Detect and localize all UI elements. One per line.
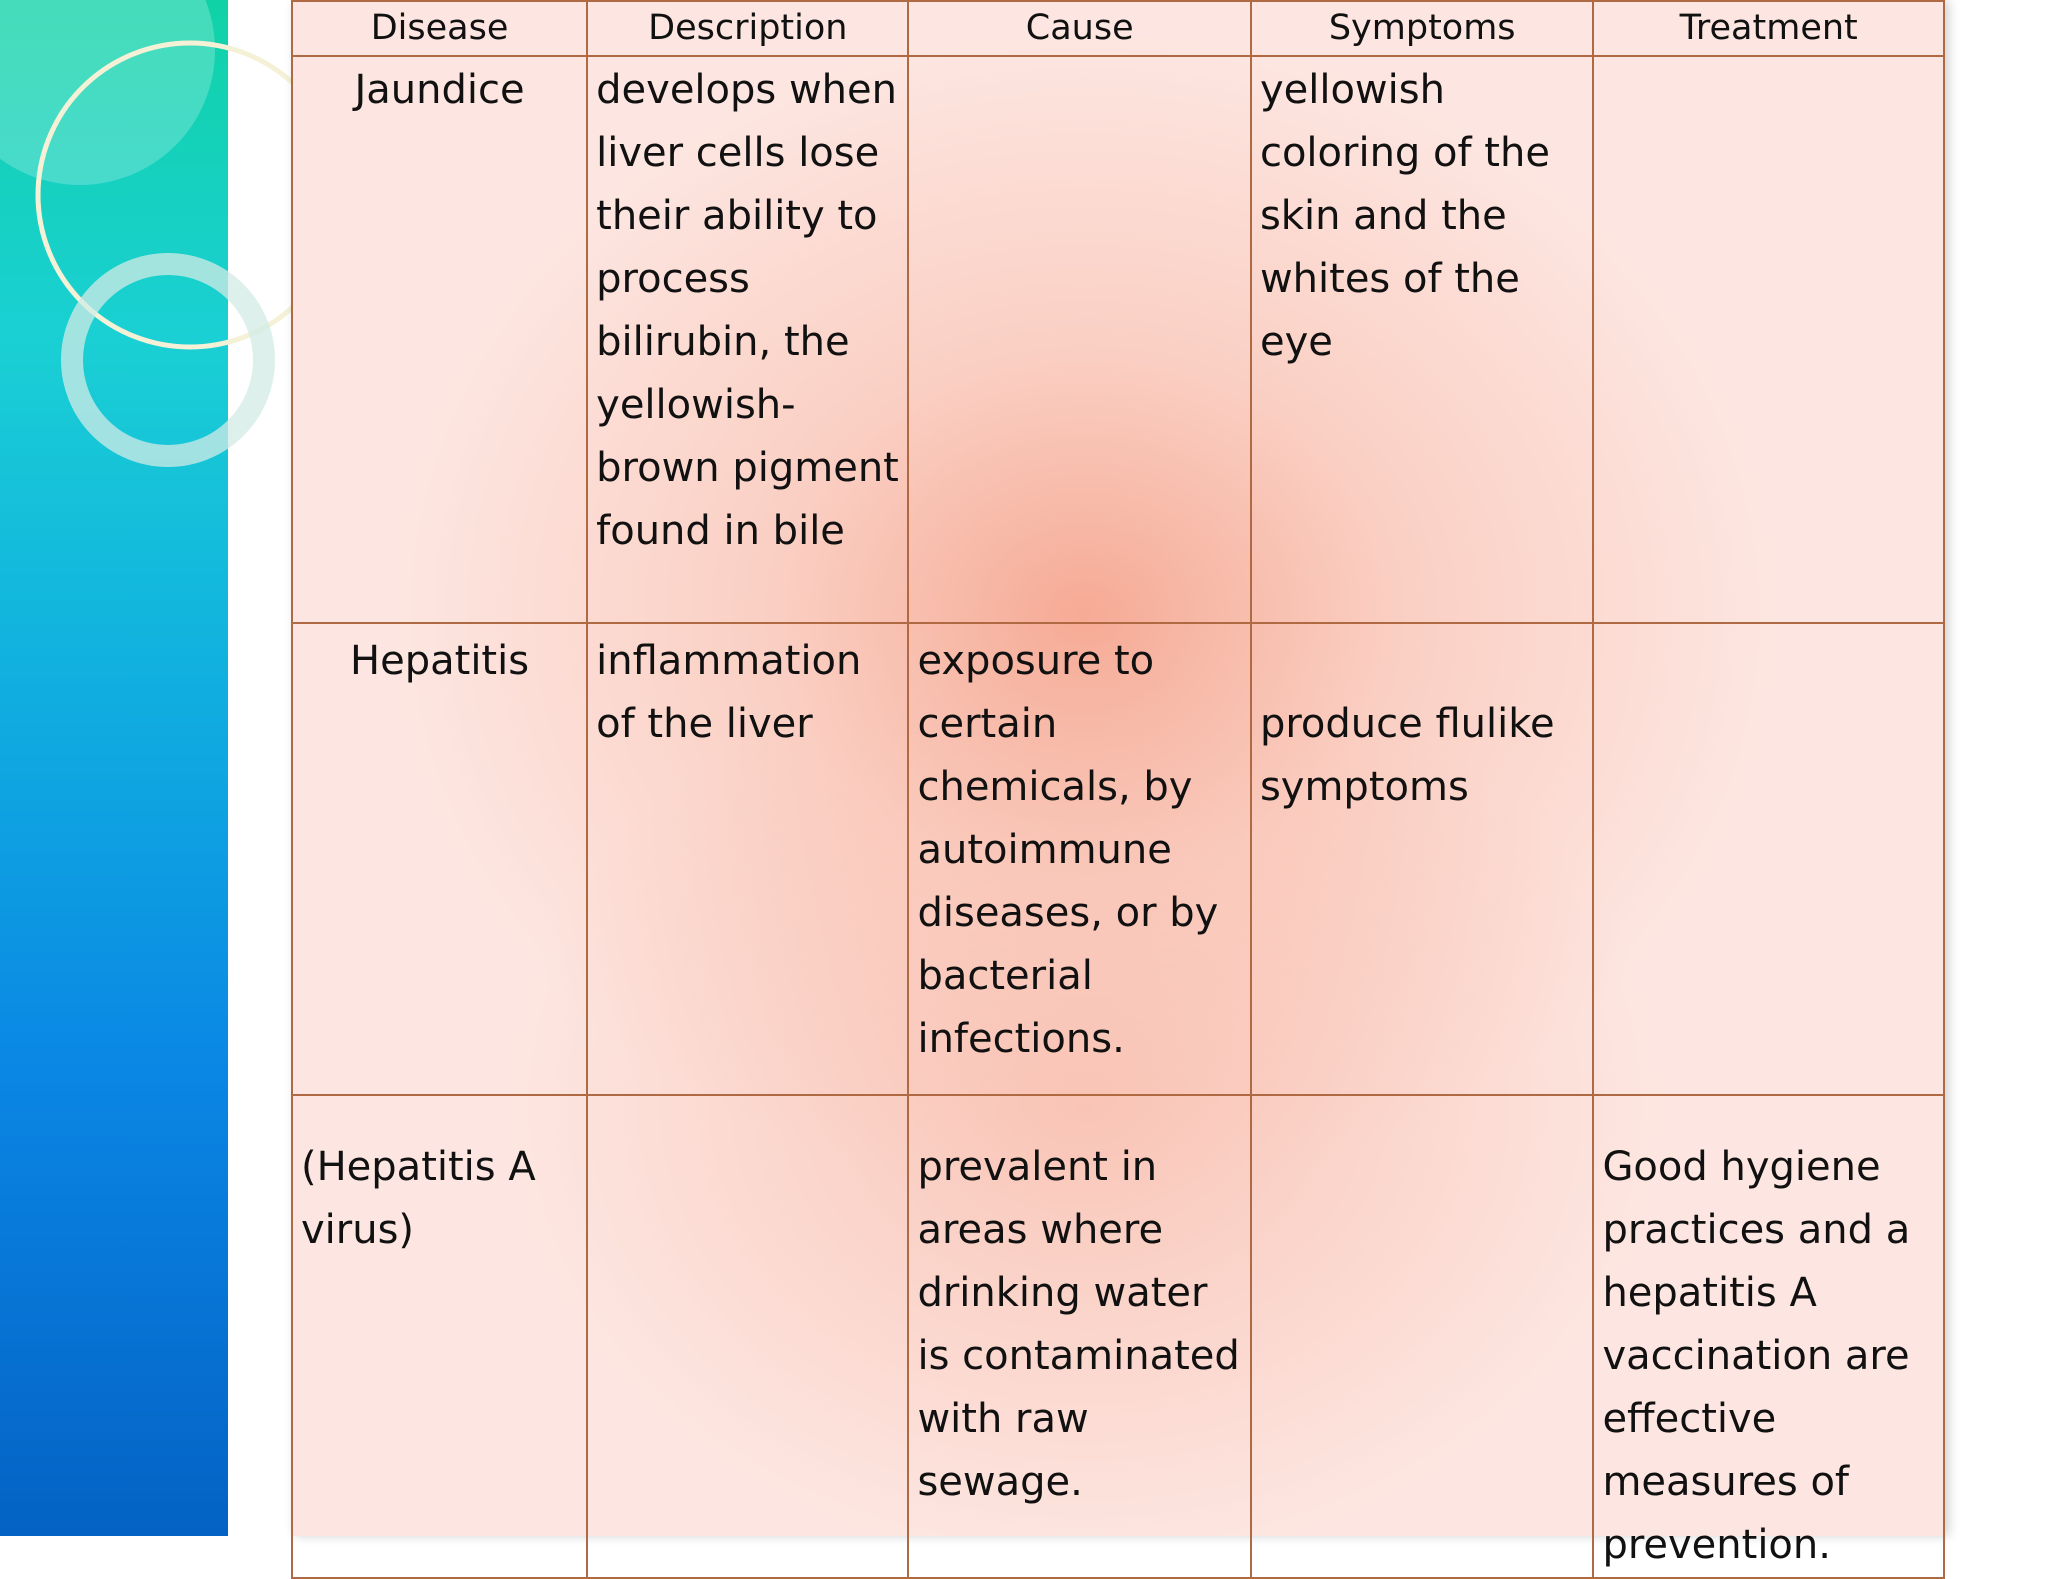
cell-description <box>587 1095 908 1578</box>
disease-table-container <box>291 0 1945 1568</box>
cell-treatment <box>1593 56 1944 623</box>
disease-name: (Hepatitis A virus) <box>301 1144 536 1253</box>
disease-description: inflammation of the liver <box>596 638 862 747</box>
disease-cause: exposure to certain chemicals, by autoimmune diseases, or by bacterial infections. <box>917 638 1219 1062</box>
cell-symptoms <box>1251 56 1593 623</box>
disease-cause: prevalent in areas where drinking water is contaminated with raw sewage. <box>917 1144 1240 1505</box>
header-disease: Disease <box>292 1 587 56</box>
header-description: Description <box>587 1 908 56</box>
disease-table <box>291 0 1945 1579</box>
cell-treatment <box>1593 623 1944 1095</box>
cell-disease <box>292 1095 587 1578</box>
decorative-side-band <box>0 0 228 1536</box>
disease-name: Hepatitis <box>350 638 530 684</box>
decorative-ring-small <box>72 264 264 456</box>
cell-cause <box>908 1095 1250 1578</box>
table-row <box>292 56 1944 623</box>
decorative-rings-graphic <box>0 0 228 1536</box>
disease-description <box>588 1096 907 1136</box>
header-treatment: Treatment <box>1593 1 1944 56</box>
decorative-disc <box>0 0 215 185</box>
cell-treatment <box>1593 1095 1944 1578</box>
cell-disease <box>292 56 587 623</box>
header-symptoms: Symptoms <box>1251 1 1593 56</box>
disease-treatment <box>1594 624 1943 630</box>
table-header-row <box>292 1 1944 56</box>
disease-symptoms: produce flulike symptoms <box>1259 701 1555 810</box>
disease-name: Jaundice <box>354 67 525 113</box>
cell-description <box>587 623 908 1095</box>
table-row <box>292 1095 1944 1578</box>
cell-cause <box>908 56 1250 623</box>
table-row <box>292 623 1944 1095</box>
cell-disease <box>292 623 587 1095</box>
header-cause: Cause <box>908 1 1250 56</box>
disease-symptoms <box>1252 1096 1592 1136</box>
disease-description: develops when liver cells lose their ability to process bilirubin, the yellowish-brown pigment found in bile <box>596 67 899 554</box>
disease-symptoms: yellowish coloring of the skin and the whites of the eye <box>1259 67 1550 365</box>
cell-description <box>587 56 908 623</box>
disease-treatment: Good hygiene practices and a hepatitis A vaccination are effective measures of prevention. <box>1602 1144 1911 1568</box>
cell-cause <box>908 623 1250 1095</box>
cell-symptoms <box>1251 1095 1593 1578</box>
disease-treatment <box>1594 57 1943 59</box>
cell-symptoms <box>1251 623 1593 1095</box>
disease-cause <box>909 57 1249 59</box>
